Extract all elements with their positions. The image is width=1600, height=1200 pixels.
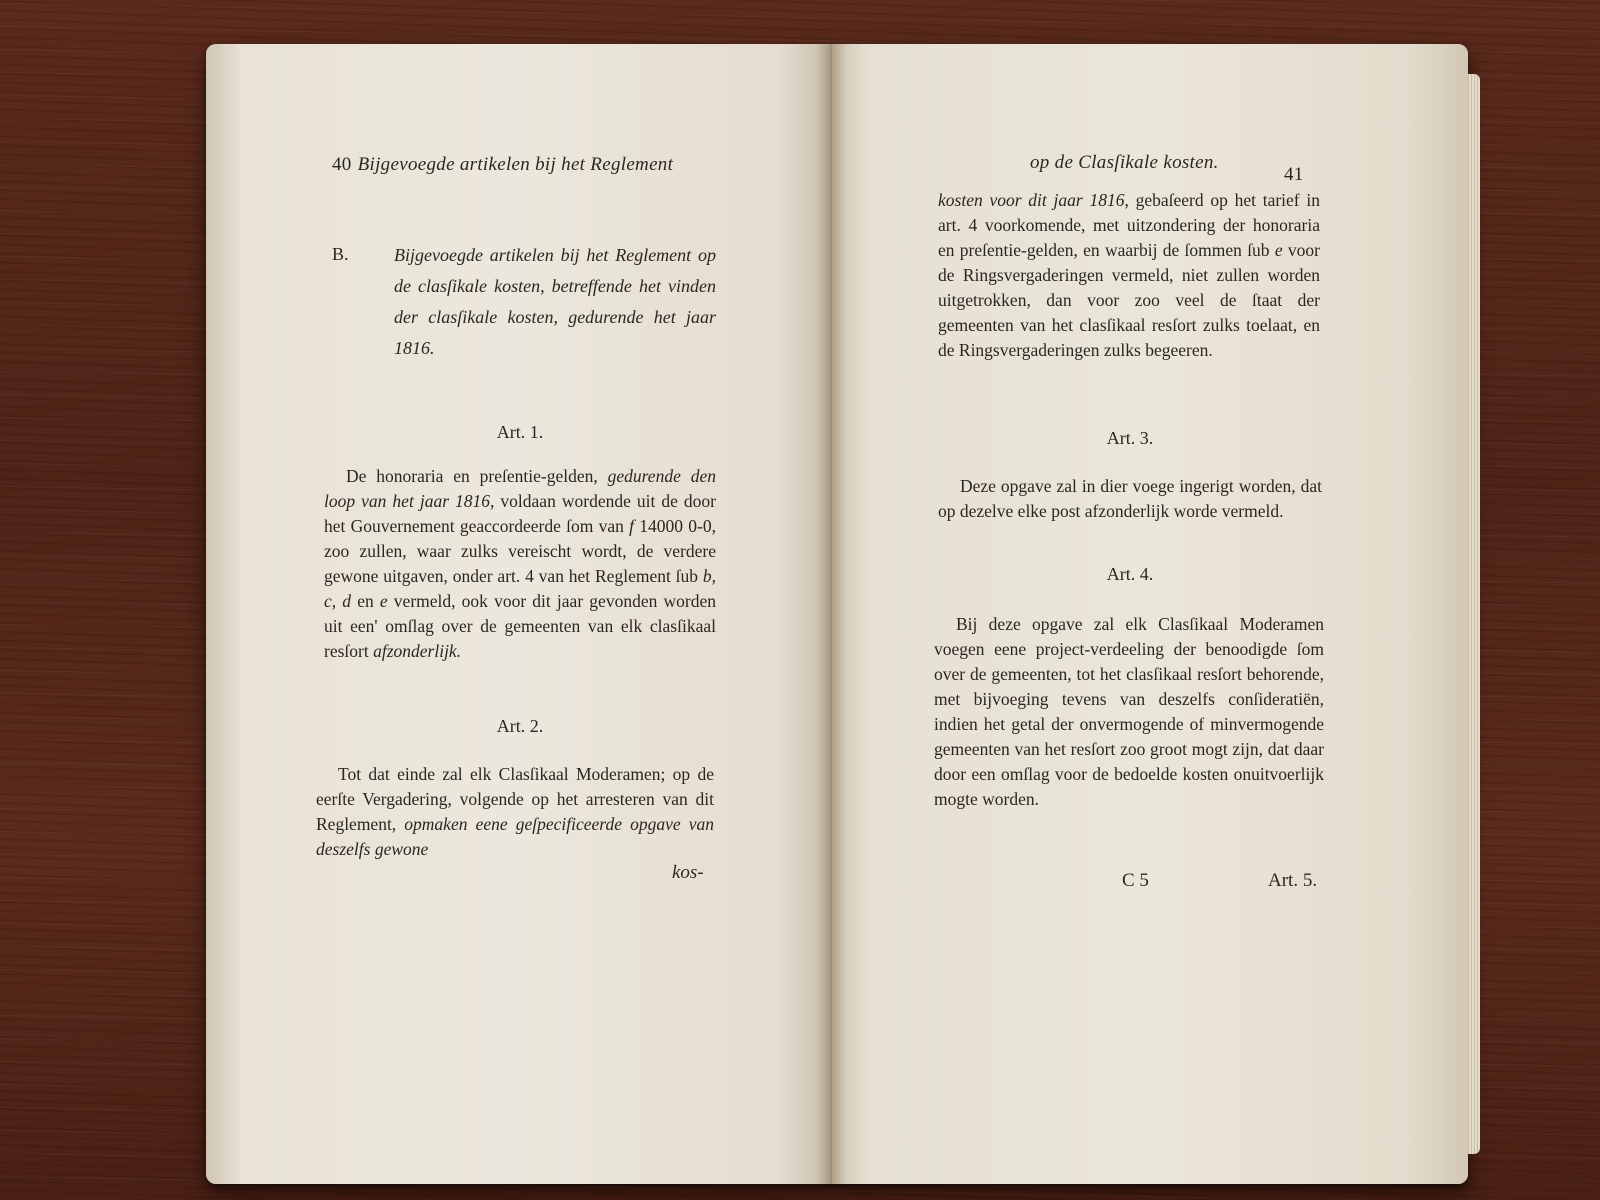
art2-heading: Art. 2. <box>496 716 544 736</box>
right-running-head: op de Clasſikale kosten. <box>1030 152 1219 173</box>
art1-heading: Art. 1. <box>496 422 544 442</box>
art1-paragraph <box>324 464 716 664</box>
art3-paragraph: Deze opgave zal in dier voege ingerigt worden, dat op dezelve elke post afzonderlijk worde vermeld. <box>938 476 1322 521</box>
left-catchword: kos- <box>672 862 704 883</box>
left-page <box>206 44 830 1184</box>
art1-text-h: e <box>379 591 388 611</box>
art1-text-f: b, c, d <box>324 566 716 611</box>
open-book <box>206 44 1468 1184</box>
art1-text-b: gedurende den loop van het jaar 1816 <box>324 466 716 511</box>
cont-text-d: voor de Ringsvergaderingen vermeld, niet zullen worden uitgetrokken, dan voor zoo veel de ſtaat der gemeenten van het clasſikaal resſort zulks toelaat, en de Ringsvergaderingen zulks begeeren. <box>938 240 1321 360</box>
right-catchword: Art. 5. <box>1268 870 1318 891</box>
left-page-number: 40 <box>332 154 352 175</box>
art4-heading: Art. 4. <box>1106 564 1154 584</box>
section-letter: B. <box>332 244 349 264</box>
art2-text-b: opmaken eene geſpecificeerde opgave van deszelfs gewone <box>316 814 714 859</box>
left-running-head <box>332 154 673 176</box>
art1-text-a: De honoraria en preſentie-gelden, <box>346 466 608 486</box>
cont-text-b: , gebaſeerd op het tarief in art. 4 voorkomende, met uitzondering der honoraria en preſentie-gelden, en waarbij de ſommen ſub <box>938 190 1321 260</box>
right-page <box>830 44 1468 1184</box>
continuation-paragraph <box>938 188 1320 363</box>
art1-text-d: f <box>629 516 635 536</box>
left-running-head-text: Bijgevoegde artikelen bij het Reglement <box>357 154 674 175</box>
art1-text-i: vermeld, ook voor dit jaar gevonden worden uit een' omſlag over de gemeenten van elk clasſikaal resſort <box>324 591 716 661</box>
right-page-number: 41 <box>1284 164 1304 185</box>
art2-paragraph <box>316 762 714 862</box>
section-title: Bijgevoegde artikelen bij het Reglement op de clasſikale kosten, betreffende het vinden der clasſikale kosten, gedurende het jaar 1816. <box>394 245 716 358</box>
art3-heading: Art. 3. <box>1106 428 1154 448</box>
page-edge-stack <box>1466 74 1480 1154</box>
cont-text-c: e <box>1274 240 1283 260</box>
art1-text-c: , voldaan wordende uit de door het Gouvernement geaccordeerde ſom van <box>324 491 716 536</box>
art1-text-j: afzonderlijk. <box>373 641 462 661</box>
art2-text-a: Tot dat einde zal elk Clasſikaal Moderamen; op de eerſte Vergadering, volgende op het arresteren van dit Reglement, <box>316 764 714 834</box>
art1-text-g: en <box>351 591 380 611</box>
cont-text-a: kosten voor dit jaar 1816 <box>938 190 1125 210</box>
signature-mark: C 5 <box>1122 870 1149 891</box>
art1-text-e: 14000 0-0, zoo zullen, waar zulks vereischt wordt, de verdere gewone uitgaven, onder art. 4 van het Reglement ſub <box>324 516 717 586</box>
art4-paragraph: Bij deze opgave zal elk Clasſikaal Moderamen voegen eene project-verdeeling der benoodigde ſom over de gemeenten, tot het clasſikaal resſort behorende, met bijvoeging tevens van deszelfs conſideratiën, indien het getal der onvermogende of minvermogende gemeenten van het resſort zoo groot mogt zijn, dat daar door een omſlag voor de bedoelde kosten onuitvoerlijk mogte worden. <box>934 614 1324 809</box>
